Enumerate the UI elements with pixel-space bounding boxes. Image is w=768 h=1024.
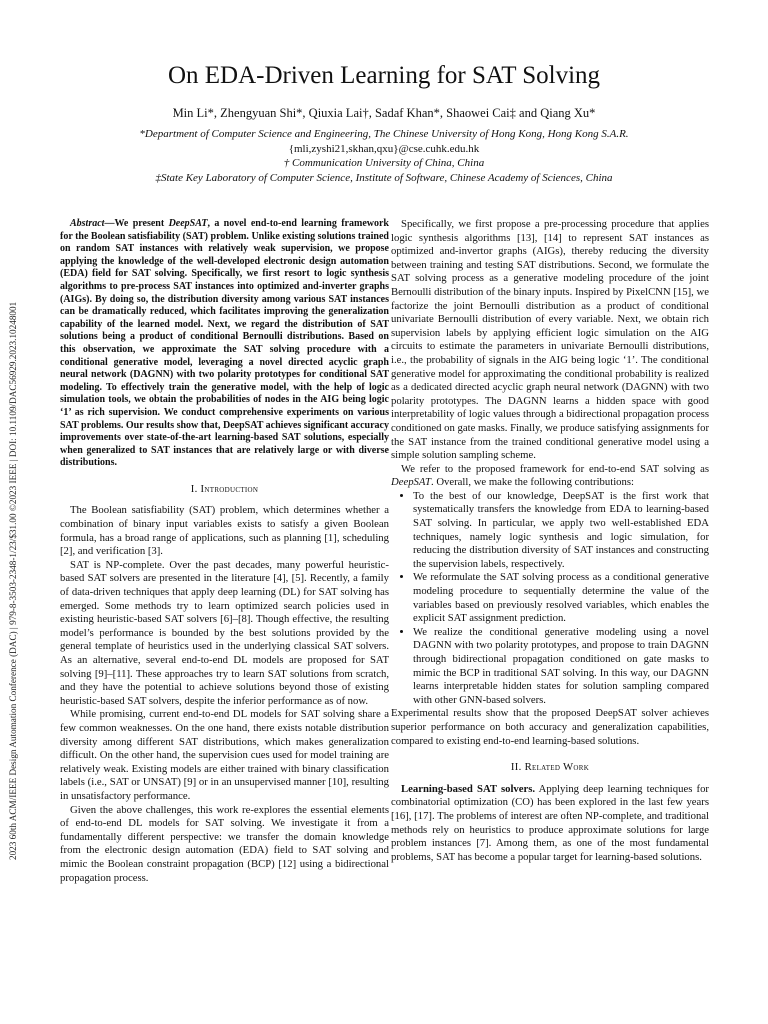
- related-lead: Learning-based SAT solvers.: [401, 782, 536, 795]
- intro-heading: I. Introduction: [190, 482, 259, 495]
- contribution-item: • We realize the conditional generative modeling using a novel DAGNN with two polarity prototypes, and propose to train DAGNN through bidirectional propagation conditioned on gate masks to mimic the BCP in traditional SAT solving. In this way, our DAGNN learns interpretable hidden states for solution sampling compared with other GNN-based solvers.: [413, 626, 709, 708]
- experimental-paragraph: Experimental results show that the proposed DeepSAT solver achieves superior performance on both accuracy and generalization capabilities, compared to existing end-to-end learning-based solutions.: [391, 707, 709, 747]
- affiliation-email: {mli,zyshi21,skhan,qxu}@cse.cuhk.edu.hk: [288, 143, 480, 155]
- abstract-dash: —We present: [104, 218, 169, 229]
- affiliation-iscas: ‡State Key Laboratory of Computer Science, Institute of Software, Chinese Academy of Sciences, China: [155, 172, 613, 184]
- doi-side-stamp-text: 2023 60th ACM/IEEE Design Automation Conference (DAC) | 979-8-3503-2348-1/23/$31.00 ©2023 IEEE | DOI: 10.1109/DAC56929.2023.10248001: [8, 301, 18, 860]
- abstract-lead: Abstract: [70, 218, 105, 229]
- refer-name: DeepSAT: [391, 476, 431, 489]
- intro-paragraph: The Boolean satisfiability (SAT) problem, which determines whether a combination of binary input variables exists to satisfy a given Boolean formula, has a broad range of applications, such as planning [1], scheduling [2], and verification [3].: [60, 504, 389, 558]
- abstract-text: , a novel end-to-end learning framework for the Boolean satisfiability (SAT) problem. Unlike existing solutions trained on random SAT instances with relatively weak supervision, we propose applying the knowledge of the well-developed electronic design automation (EDA) field for SAT solving. Specifically, we first resort to logic synthesis algorithms to pre-process SAT instances into optimized and-inverter graphs (AIGs). By doing so, the distribution diversity among various SAT instances can be dramatically reduced, which facilitates improving the generalization capability of the learned model. Next, we regard the distribution of SAT solutions being a product of conditional Bernoulli distributions. Based on this observation, we approximate the SAT solving procedure with a conditional generative model, leveraging a novel directed acyclic graph neural network (DAGNN) with two polarity prototypes for conditional SAT modeling. To effectively train the generative model, with the help of logic simulation tools, we obtain the probabilities of nodes in the AIG being logic ‘1’ as rich supervision. We conduct comprehensive experiments on various SAT problems. Our results show that, DeepSAT achieves significant accuracy improvements over state-of-the-art learning-based SAT solutions, especially when generalized to SAT instances that are relatively large or with diverse distributions.: [60, 218, 389, 469]
- refer-before: We refer to the proposed framework for end-to-end SAT solving as: [401, 462, 709, 475]
- contribution-item: • We reformulate the SAT solving process as a conditional generative modeling procedure to sequentially determine the value of the variables based on previously resolved variables, which enables the explicit SAT assignment prediction.: [413, 571, 709, 625]
- related-heading: II. Related Work: [510, 761, 590, 774]
- refer-paragraph: [391, 463, 709, 490]
- right-column: [391, 218, 709, 864]
- author-list: Min Li*, Zhengyuan Shi*, Qiuxia Lai†, Sadaf Khan*, Shaowei Cai‡ and Qiang Xu*: [172, 106, 596, 120]
- intro-paragraph: While promising, current end-to-end DL models for SAT solving share a few common weaknesses. On the one hand, there exists notable distribution diversity among different SAT distributions, which makes generalization difficult. On the other hand, the supervision cues used for model training are relatively weak. Existing models are either trained with binary classification labels (i.e., SAT or UNSAT) [9] or in an unsupervised manner [10], resulting in unsatisfactory performance.: [60, 708, 389, 802]
- related-paragraph: [391, 783, 709, 865]
- paper-title: On EDA-Driven Learning for SAT Solving: [167, 62, 601, 89]
- contribution-list: [391, 490, 709, 708]
- contribution-item: • To the best of our knowledge, DeepSAT is the first work that systematically transfers the knowledge from EDA to learning-based SAT solving. In particular, we apply two well-established EDA techniques, namely logic synthesis and logic simulation, for reducing the distribution diversity of SAT instances and constructing the supervision labels, respectively.: [413, 490, 709, 572]
- intro-paragraph: Given the above challenges, this work re-explores the essential elements of end-to-end DL models for SAT solving. We investigate it from a fundamentally different perspective: we transfer the domain knowledge from the electronic design automation (EDA) field to SAT solving and mimic the Boolean constraint propagation (BCP) [12] using a bidirectional propagation process.: [60, 803, 389, 884]
- abstract-name: DeepSAT: [168, 218, 208, 229]
- intro-paragraph: SAT is NP-complete. Over the past decades, many powerful heuristic-based SAT solvers are presented in the literature [4], [5]. Recently, a family of data-driven techniques that apply deep learning (DL) for SAT solving has emerged. Some methods try to learn optimized search policies used in existing heuristic-based SAT solvers [6]–[8]. Though effective, the resulting model’s performance is bounded by the best solutions provided by the general template of heuristics used in the underlying classical SAT solvers. As an alternative, several end-to-end DL models are proposed for SAT solving [9]–[11]. These approaches try to learn SAT solutions from scratch, and they have the potential to achieve solutions beyond those of existing heuristic-based SAT solvers, despite the inferior performance as of now.: [60, 558, 389, 707]
- affiliation-cuhk: *Department of Computer Science and Engineering, The Chinese University of Hong Kong, Hong Kong S.A.R.: [139, 128, 629, 140]
- related-text: Applying deep learning techniques for combinatorial optimization (CO) has been explored in the last few years [16], [17]. The problems of interest are often NP-complete, and traditional methods rely on heuristics to produce approximate solutions for large problem instances [7]. Among them, as one of the most fundamental problems, SAT has become a popular target for learning-based solutions.: [391, 782, 709, 863]
- left-column: [60, 218, 389, 885]
- refer-after: . Overall, we make the following contributions:: [430, 476, 634, 489]
- abstract: [60, 218, 389, 470]
- affiliation-cuc: † Communication University of China, China: [283, 157, 485, 169]
- method-paragraph: Specifically, we first propose a pre-processing procedure that applies logic synthesis algorithms [13], [14] to represent SAT instances as optimized and-invertor graphs (AIGs), thereby reducing the diversity between training and testing SAT distributions. Second, we formulate the SAT solving process as a generative modeling procedure of the joint Bernoulli distribution of the binary inputs. Inspired by PixelCNN [15], we factorize the joint Bernoulli distribution as a product of conditional univariate Bernoulli distribution of every variable. Next, we obtain rich supervision labels by applying efficient logic simulation on the AIG circuits to estimate the parameters in univariate Bernoulli distributions, i.e., the probability of signals in the AIG being logic ‘1’. The conditional generative model for approximating the conditional probability is realized as a dedicated directed acyclic graph neural network (DAGNN) with two polarity prototypes. The DAGNN learns a hidden space with good interpretability of logic values through a bidirectional propagation process conditioned on gate masks. Finally, we produce satisfying assignments for the SAT instance from the trained conditional generative model using a simple solution sampling scheme.: [391, 218, 709, 462]
- doi-side-stamp: [6, 160, 24, 860]
